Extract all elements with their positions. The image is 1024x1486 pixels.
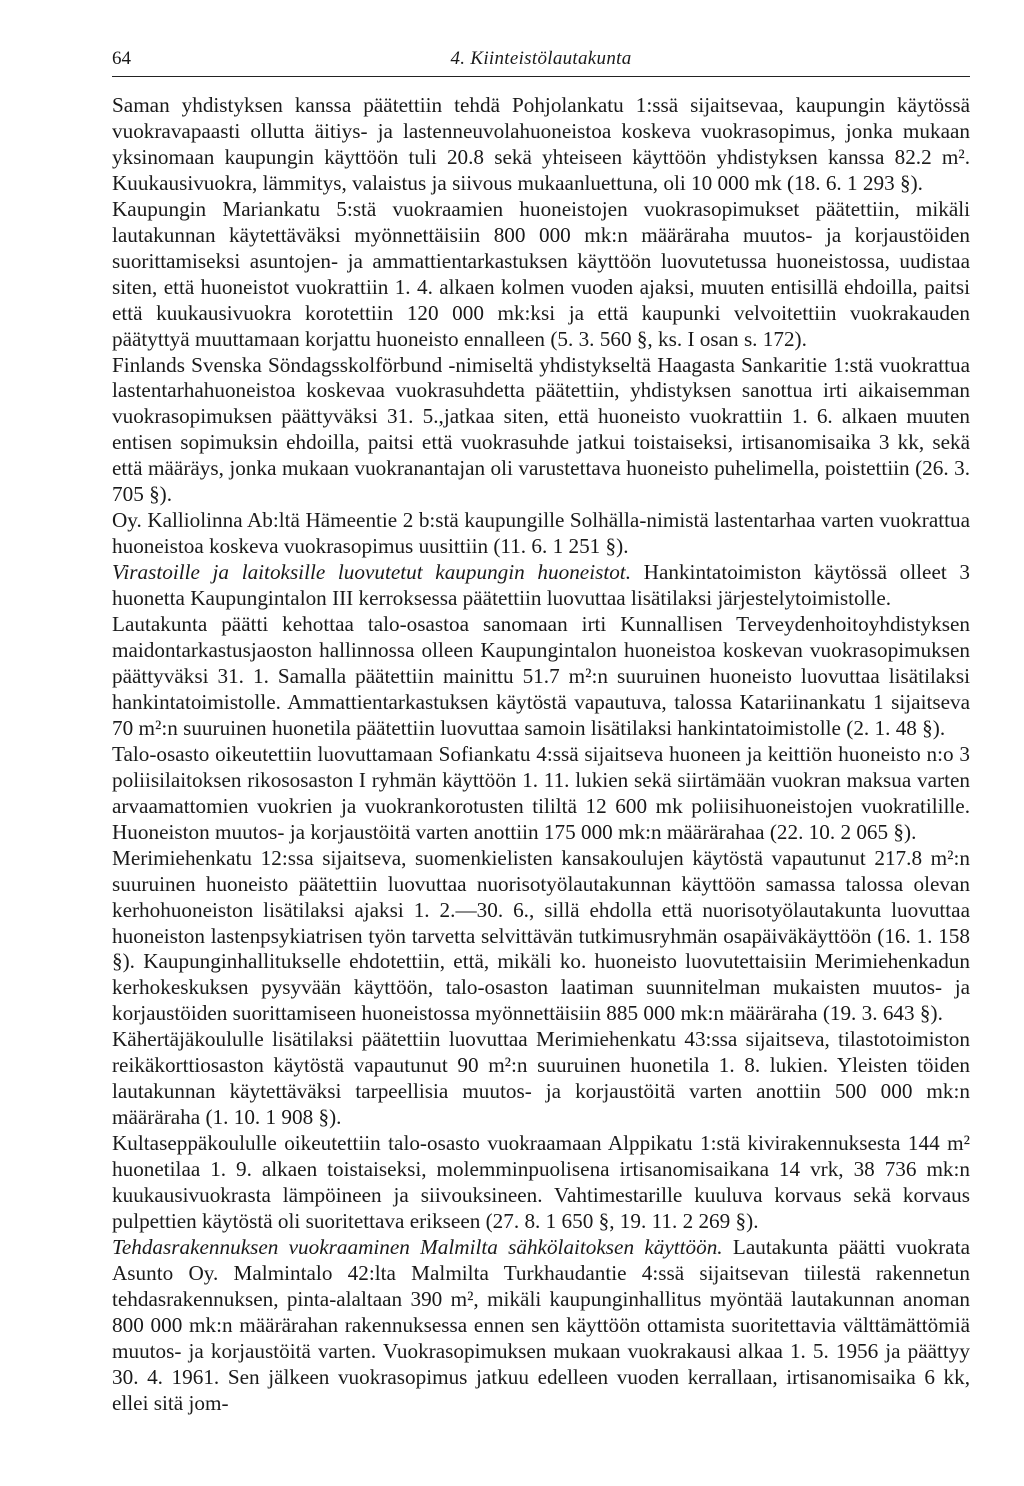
- paragraph-text: Hankintatoimiston käytössä olleet 3 huonetta Kaupungintalon III kerroksessa päätettiin luovuttaa lisätilaksi järjestelytoimistolle.: [112, 560, 970, 611]
- paragraph: [112, 742, 970, 846]
- paragraph: [112, 560, 970, 612]
- paragraph-text: Lautakunta päätti vuokrata Asunto Oy. Malmintalo 42:lta Malmilta Turkhaudantie 4:ssä sijaitsevan tiilestä rakennetun tehdasrakennuksen, pinta-alaltaan 390 m², mikäli kaupunginhallitus myöntää lautakunnan anoman 800 000 mk:n määrärahan rakennuksessa ennen sen käyttöön ottamista suoritettavia välttämättömiä muutos- ja korjaustöitä varten. Vuokrasopimuksen mukaan vuokrakausi alkaa 1. 5. 1956 ja päättyy 30. 4. 1961. Sen jälkeen vuokrasopimus jatkuu edelleen vuoden kerrallaan, irtisanomisaika 6 kk, ellei sitä jom-: [112, 1234, 970, 1415]
- page-number: 64: [112, 48, 131, 69]
- paragraph-text: Saman yhdistyksen kanssa päätettiin tehdä Pohjolankatu 1:ssä sijaitsevaa, kaupungin käytössä vuokravapaasti ollutta äitiys- ja lastenneuvolahuoneistoa koskeva vuokrasopimus, jonka mukaan yksinomaan kaupungin käyttöön tuli 20.8 sekä yhteiseen käyttöön yhdistyksen kanssa 82.2 m². Kuukausivuokra, lämmitys, valaistus ja siivous mukaanluettuna, oli 10 000 mk (18. 6. 1 293 §).: [112, 93, 970, 195]
- paragraph: [112, 1027, 970, 1131]
- paragraph-text: Oy. Kalliolinna Ab:ltä Hämeentie 2 b:stä kaupungille Solhälla-nimistä lastentarhaa varten vuokrattua huoneistoa koskeva vuokrasopimus uusittiin (11. 6. 1 251 §).: [112, 508, 970, 559]
- paragraph-text: Kaupungin Mariankatu 5:stä vuokraamien huoneistojen vuokrasopimukset päätettiin, mikäli lautakunnan käytettäväksi myönnettäisiin 800 000 mk:n määräraha muutos- ja korjaustöiden suorittamiseksi asuntojen- ja ammattientarkastuksen käyttöön luovutetussa huoneistossa, uudistaa siten, että huoneistot vuokrattiin 1. 4. alkaen kolmen vuoden ajaksi, muuten entisillä ehdoilla, paitsi että kuukausivuokra korotettiin 120 000 mk:ksi ja että kaupunki velvoitettiin vuokrakauden päätyttyä muuttamaan korjattu huoneisto ennalleen (5. 3. 560 §, ks. I osan s. 172).: [112, 196, 970, 351]
- body-text: [112, 93, 970, 1417]
- paragraph: [112, 353, 970, 509]
- paragraph: [112, 508, 970, 560]
- paragraph-text: Kähertäjäkoululle lisätilaksi päätettiin luovuttaa Merimiehenkatu 43:ssa sijaitseva, tilastotoimiston reikäkorttiosaston käytöstä vapautunut 90 m²:n suuruinen huonetila 1. 8. lukien. Yleisten töiden lautakunnan käytettäväksi tarpeellisia muutos- ja korjaustöitä varten anottiin 500 000 mk:n määräraha (1. 10. 1 908 §).: [112, 1027, 970, 1130]
- paragraph-text: Lautakunta päätti kehottaa talo-osastoa sanomaan irti Kunnallisen Terveydenhoitoyhdistyksen maidontarkastusjaoston hallinnossa olleen Kaupungintalon huoneistoa koskevan vuokrasopimuksen päättyväksi 31. 1. Samalla päätettiin mainittu 51.7 m²:n suuruinen huoneisto luovuttaa lisätilaksi hankintatoimistolle. Ammattientarkastuksen käytöstä vapautuva, talossa Katariinankatu 1 sijaitseva 70 m²:n suuruinen huonetila päätettiin luovuttaa samoin lisätilaksi hankintatoimistolle (2. 1. 48 §).: [112, 612, 970, 740]
- paragraph-text: Finlands Svenska Söndagsskolförbund -nimiseltä yhdistykseltä Haagasta Sankaritie 1:stä vuokrattua lastentarhahuoneistoa koskevaa vuokrasuhdetta päätettiin, yhdistyksen sanottua irti aikaisemman vuokrasopimuksen päättyväksi 31. 5.,jatkaa siten, että huoneisto vuokrattiin 1. 6. alkaen muuten entisen sopimuksin ehdoilla, paitsi että vuokrasuhde jatkui toistaiseksi, irtisanomisaika 3 kk, sekä että määräys, jonka mukaan vuokranantajan oli varustettava huoneisto puhelimella, poistettiin (26. 3. 705 §).: [112, 352, 970, 507]
- paragraph-text: Kultaseppäkoululle oikeutettiin talo-osasto vuokraamaan Alppikatu 1:stä kivirakennuksesta 144 m² huonetilaa 1. 9. alkaen toistaiseksi, molemminpuolisena irtisanomisaikana 14 vrk, 38 736 mk:n kuukausivuokrasta lämpöineen ja siivouksineen. Vahtimestarille kuuluva korvaus sekä korvaus pulpettien käytöstä oli suoritettava erikseen (27. 8. 1 650 §, 19. 11. 2 269 §).: [112, 1131, 970, 1233]
- paragraph: [112, 93, 970, 197]
- paragraph: [112, 197, 970, 353]
- paragraph: [112, 846, 970, 1028]
- running-title: 4. Kiinteistölautakunta: [450, 48, 632, 69]
- paragraph: [112, 1131, 970, 1235]
- section-heading: Virastoille ja laitoksille luovutetut kaupungin huoneistot.: [112, 560, 631, 585]
- paragraph: [112, 1235, 970, 1417]
- header-rule: [112, 76, 970, 77]
- paragraph: [112, 612, 970, 742]
- paragraph-text: Merimiehenkatu 12:ssa sijaitseva, suomenkielisten kansakoulujen käytöstä vapautunut 217.8 m²:n suuruinen huoneisto päätettiin luovuttaa nuorisotyölautakunnan käyttöön samassa talossa olevan kerhohuoneiston lisätilaksi ajaksi 1. 2.—30. 6., sillä ehdolla että nuorisotyölautakunta luovuttaa huoneiston lastenpsykiatrisen työn tarvetta selvittävän tutkimusryhmän osapäiväkäyttöön (16. 1. 158 §). Kaupunginhallitukselle ehdotettiin, että, mikäli ko. huoneisto luovutettaisiin Merimiehenkadun kerhokeskuksen pysyvään käyttöön, talo-osaston laatiman suunnitelman mukaisten muutos- ja korjaustöiden suorittamiseen huoneistossa myönnettäisiin 885 000 mk:n määräraha (19. 3. 643 §).: [112, 845, 970, 1026]
- section-heading: Tehdasrakennuksen vuokraaminen Malmilta sähkölaitoksen käyttöön.: [112, 1234, 723, 1259]
- page-header: [112, 48, 970, 76]
- paragraph-text: Talo-osasto oikeutettiin luovuttamaan Sofiankatu 4:ssä sijaitseva huoneen ja keittiön huoneisto n:o 3 poliisilaitoksen rikososaston I ryhmän käyttöön 1. 11. lukien sekä siirtämään vuokran maksua varten arvaamattomien vuokrien ja vuokrankorotusten tililtä 12 600 mk poliisihuoneistojen vuokratilille. Huoneiston muutos- ja korjaustöitä varten anottiin 175 000 mk:n määrärahaa (22. 10. 2 065 §).: [112, 741, 970, 844]
